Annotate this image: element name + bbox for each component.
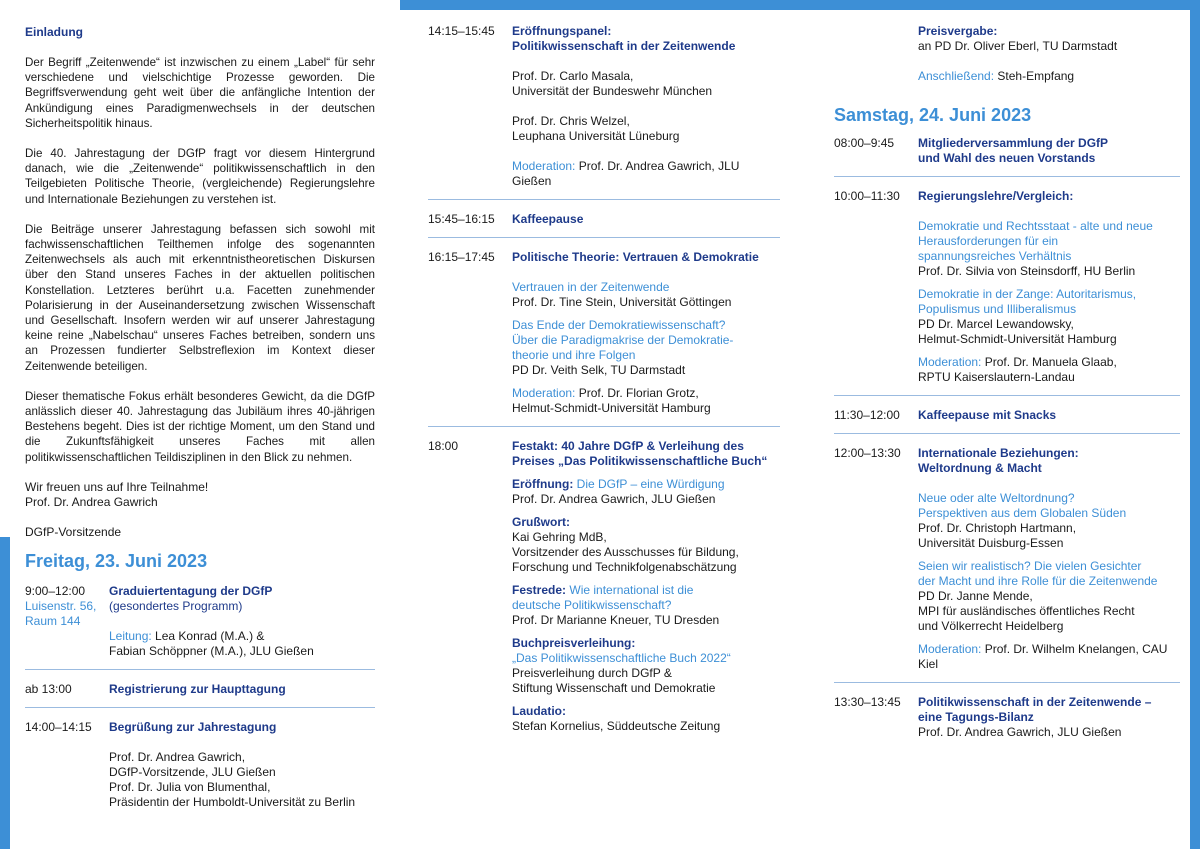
column-intro (25, 0, 375, 810)
speaker-name: Prof. Dr. Silvia von Steinsdorff, (918, 264, 1081, 278)
divider (25, 669, 375, 670)
lead-label: Leitung: (109, 628, 152, 643)
event-location: Luisenstr. 56, (25, 598, 97, 613)
divider (428, 237, 780, 238)
moderation-label: Moderation: (512, 386, 576, 400)
talk-title: spannungsreiches Verhältnis (918, 249, 1072, 263)
speaker-role: Vorsitzender des Ausschusses für Bildung, (512, 545, 739, 559)
talk-title: theorie und ihre Folgen (512, 348, 636, 362)
talk-title: Demokratie und Rechtsstaat - alte und neue (918, 219, 1153, 233)
event-time: 14:00–14:15 (25, 719, 92, 734)
speaker-role: Forschung und Technikfolgenabschätzung (512, 560, 737, 574)
speaker-name: Prof. Dr. Andrea Gawrich, (918, 725, 1055, 739)
reception-text: Steh-Empfang (994, 69, 1075, 83)
divider (834, 682, 1180, 683)
prize-affiliation: TU Darmstadt (1039, 39, 1118, 53)
award-title: „Das Politikwissenschaftliche Buch 2022“ (512, 651, 731, 665)
prize-label: Preisvergabe: (918, 24, 998, 38)
opening-label: Eröffnung: (512, 477, 574, 491)
speaker-affiliation: Leuphana Universität Lüneburg (512, 129, 680, 143)
speech-label: Festrede: (512, 583, 567, 597)
closing-line: Wir freuen uns auf Ihre Teilnahme! (25, 479, 209, 494)
event-opening-panel (428, 24, 780, 189)
lead-name: Fabian Schöppner (M.A.), JLU Gießen (109, 643, 314, 658)
talk-title: Demokratie in der Zange: Autoritarismus, (918, 287, 1137, 301)
moderator-affiliation: CAU Kiel (918, 642, 1168, 671)
event-title: Graduiertentagung der DGfP (109, 583, 273, 598)
divider (428, 199, 780, 200)
right-accent-bar (1190, 0, 1200, 849)
saturday-date: Samstag, 24. Juni 2023 (834, 105, 1032, 125)
event-time: 10:00–11:30 (834, 189, 900, 203)
event-graduate (25, 584, 375, 659)
talk-title: Über die Paradigmakrise der Demokratie- (512, 333, 734, 347)
event-title: Regierungslehre/Vergleich: (918, 189, 1074, 203)
moderator-name: Prof. Dr. Andrea Gawrich, (575, 159, 715, 173)
talk-title: Das Ende der Demokratiewissenschaft? (512, 318, 726, 332)
event-time: 13:30–13:45 (834, 695, 901, 709)
event-closing-summary (834, 695, 1180, 740)
speaker-affiliation: und Völkerrecht Heidelberg (918, 619, 1064, 633)
speaker-affiliation: JLU Gießen (1054, 725, 1122, 739)
event-title: Politikwissenschaft in der Zeitenwende – (918, 695, 1152, 709)
event-coffee-break-snacks (834, 408, 1180, 423)
talk-title: Herausforderungen für ein (918, 234, 1059, 248)
friday-date: Freitag, 23. Juni 2023 (25, 550, 208, 571)
speaker-name: Prof. Dr. Chris Welzel, (512, 114, 630, 128)
event-ceremony (428, 439, 780, 734)
moderation-label: Moderation: (512, 159, 576, 173)
intro-heading: Einladung (25, 25, 83, 39)
speaker-affiliation: TU Darmstadt (607, 363, 686, 377)
lead-name: Lea Konrad (M.A.) & (151, 628, 265, 643)
moderator-name: Prof. Dr. Wilhelm Knelangen, (981, 642, 1139, 656)
laudation-label: Laudatio: (512, 704, 566, 718)
event-time: ab 13:00 (25, 681, 72, 696)
award-label: Buchpreisverleihung: (512, 636, 636, 650)
reception-label: Anschließend: (918, 69, 995, 83)
event-title: eine Tagungs-Bilanz (918, 710, 1034, 724)
speaker-affiliation: HU Berlin (1080, 264, 1136, 278)
opening-title: Die DGfP – eine Würdigung (573, 477, 725, 491)
column-program-saturday (834, 0, 1180, 740)
speaker-name: Stefan Kornelius, (512, 719, 604, 733)
event-title: Mitgliederversammlung der DGfP (918, 136, 1109, 150)
speaker-name: Prof. Dr. Christoph Hartmann, (918, 521, 1077, 535)
event-subtitle: (gesondertes Programm) (109, 598, 243, 613)
intro-paragraph: Der Begriff „Zeitenwende“ ist inzwischen zu einem „Label“ für sehr verschiedene und vielschichtige Prozesse geworden. Die Begriffsverwendung geht weit über die anfängliche Intention der Ankündigung eines Paradigmenwechsels in der deutschen Sicherheitspolitik hinaus. (25, 56, 375, 130)
column-program-friday (428, 0, 780, 734)
event-coffee-break (428, 212, 780, 227)
closing-role: DGfP-Vorsitzende (25, 524, 122, 539)
event-title: Festakt: 40 Jahre DGfP & Verleihung des (512, 439, 744, 453)
intro-paragraph: Die 40. Jahrestagung der DGfP fragt vor diesem Hintergrund danach, wie die „Zeitenwende“ politikwissenschaftlich in den Teilgebieten Politische Theorie, (vergleichende) Regierungslehre und Internationale Beziehungen zu verstehen ist. (25, 147, 375, 206)
moderator-affiliation: JLU Gießen (512, 159, 740, 188)
event-political-theory (428, 250, 780, 416)
event-title: Kaffeepause mit Snacks (918, 408, 1057, 422)
talk-title: der Macht und ihre Rolle für die Zeitenwende (918, 574, 1158, 588)
moderator-name: Prof. Dr. Florian Grotz, (575, 386, 699, 400)
prize-recipient: an PD Dr. Oliver Eberl, (918, 39, 1040, 53)
speaker-name: Kai Gehring MdB, (512, 530, 607, 544)
event-title: Preises „Das Politikwissenschaftliche Buch“ (512, 454, 768, 468)
event-time: 08:00–9:45 (834, 136, 895, 150)
speech-title: deutsche Politikwissenschaft? (512, 598, 672, 612)
speaker-affiliation: Universität der Bundeswehr München (512, 84, 713, 98)
speaker-affiliation: Süddeutsche Zeitung (603, 719, 721, 733)
talk-title: Neue oder alte Weltordnung? (918, 491, 1075, 505)
closing-signature: Prof. Dr. Andrea Gawrich (25, 494, 158, 509)
event-time: 15:45–16:15 (428, 212, 495, 226)
event-title: Weltordnung & Macht (918, 461, 1042, 475)
event-title: Eröffnungspanel: (512, 24, 612, 38)
speaker-name: PD Dr. Janne Mende, (918, 589, 1033, 603)
moderator-affiliation: Helmut-Schmidt-Universität Hamburg (512, 401, 711, 415)
divider (428, 426, 780, 427)
moderator-name: Prof. Dr. Manuela Glaab, (981, 355, 1117, 369)
speaker-affiliation: MPI für ausländisches öffentliches Recht (918, 604, 1135, 618)
speaker-affiliation: TU Dresden (651, 613, 720, 627)
speaker-name: Prof. Dr. Andrea Gawrich, (512, 492, 649, 506)
speaker-role: Präsidentin der Humboldt-Universität zu Berlin (109, 794, 356, 809)
moderator-affiliation: RPTU Kaiserslautern-Landau (918, 370, 1075, 384)
divider (25, 707, 375, 708)
event-title: Registrierung zur Haupttagung (109, 681, 286, 696)
event-title: Politische Theorie: Vertrauen & Demokratie (512, 250, 759, 264)
event-time: 14:15–15:45 (428, 24, 495, 38)
intro-paragraph: Dieser thematische Fokus erhält besonderes Gewicht, da die DGfP anlässlich dieser 40. Jahrestagung das Jubiläum ihres 40-jährigen Bestehens begeht. Dies ist der richtige Moment, um den Stand und die Zukunftsfähigkeit unseres Faches mit allen politikwissenschaftlichen Teildisziplinen in den Blick zu nehmen. (25, 389, 375, 464)
left-accent-bar (0, 537, 10, 849)
speaker-affiliation: Universität Göttingen (616, 295, 732, 309)
event-time: 12:00–13:30 (834, 446, 901, 460)
award-detail: Preisverleihung durch DGfP & (512, 666, 672, 680)
event-room: Raum 144 (25, 613, 81, 628)
speaker-name: Prof. Dr. Andrea Gawrich, (109, 749, 246, 764)
speaker-name: Prof. Dr. Tine Stein, (512, 295, 617, 309)
event-time: 11:30–12:00 (834, 408, 900, 422)
talk-title: Seien wir realistisch? Die vielen Gesichter (918, 559, 1142, 573)
divider (834, 176, 1180, 177)
speaker-name: PD Dr. Veith Selk, (512, 363, 608, 377)
speech-title: Wie international ist die (566, 583, 694, 597)
talk-title: Vertrauen in der Zeitenwende (512, 280, 670, 294)
event-time: 9:00–12:00 (25, 583, 86, 598)
event-title: Kaffeepause (512, 212, 584, 226)
event-title: und Wahl des neuen Vorstands (918, 151, 1096, 165)
speaker-affiliation: Universität Duisburg-Essen (918, 536, 1064, 550)
moderation-label: Moderation: (918, 355, 982, 369)
event-time: 16:15–17:45 (428, 250, 495, 264)
speaker-affiliation: JLU Gießen (648, 492, 716, 506)
event-time: 18:00 (428, 439, 459, 453)
intro-paragraph: Die Beiträge unserer Jahrestagung befassen sich sowohl mit fachwissenschaftlichen Teilthemen infolge des sogenannten Zeitenwechsels als auch mit erkenntnistheoretischen Diskursen über den Stand unseres Faches in der aktuellen politischen Konstellation. Letzteres berührt u.a. Facetten zunehmender Polarisierung in der Auseinandersetzung zwischen Wissenschaft und Gesellschaft. Insofern werden wir auf unserer Jahrestagung keine reine „Nabelschau“ unseres Faches betreiben, sondern uns an Prozessen fundierter Selbstreflexion im Kontext dieser Zeitenwende beteiligen. (25, 222, 375, 373)
speaker-name: Prof. Dr. Carlo Masala, (512, 69, 634, 83)
speaker-name: Prof. Dr Marianne Kneuer, (512, 613, 652, 627)
event-title: Politikwissenschaft in der Zeitenwende (512, 39, 736, 53)
talk-title: Populismus und Illiberalismus (918, 302, 1077, 316)
event-comparative (834, 189, 1180, 385)
divider (834, 395, 1180, 396)
talk-title: Perspektiven aus dem Globalen Süden (918, 506, 1127, 520)
moderation-label: Moderation: (918, 642, 982, 656)
speaker-affiliation: Helmut-Schmidt-Universität Hamburg (918, 332, 1117, 346)
event-general-assembly (834, 136, 1180, 166)
prize-award (834, 24, 1180, 84)
event-registration (25, 682, 375, 697)
event-welcome (25, 720, 375, 810)
event-title: Begrüßung zur Jahrestagung (109, 719, 277, 734)
speaker-name: Prof. Dr. Julia von Blumenthal, (109, 779, 271, 794)
greeting-label: Grußwort: (512, 515, 570, 529)
speaker-name: PD Dr. Marcel Lewandowsky, (918, 317, 1074, 331)
divider (834, 433, 1180, 434)
award-detail: Stiftung Wissenschaft und Demokratie (512, 681, 716, 695)
event-international-relations (834, 446, 1180, 672)
speaker-role: DGfP-Vorsitzende, JLU Gießen (109, 764, 276, 779)
event-title: Internationale Beziehungen: (918, 446, 1079, 460)
